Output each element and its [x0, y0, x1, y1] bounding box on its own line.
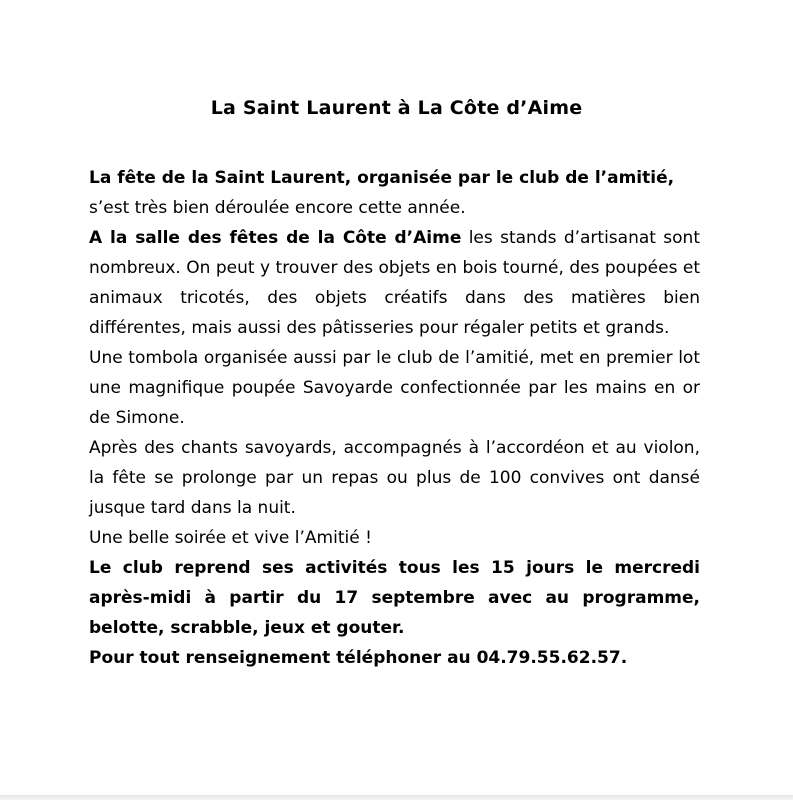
paragraph-closing: Une belle soirée et vive l’Amitié ! [89, 528, 372, 548]
paragraph-stands [89, 223, 700, 343]
paragraph-intro [89, 163, 700, 223]
paragraph-evening: Après des chants savoyards, accompagnés à l’accordéon et au violon, la fête se prolonge par un repas ou plus de 100 convives ont dansé jusque tard dans la nuit. [89, 438, 700, 518]
intro-text: s’est très bien déroulée encore cette année. [89, 198, 466, 218]
intro-bold-text: La fête de la Saint Laurent, organisée par le club de l’amitié, [89, 168, 675, 188]
document-body [89, 163, 700, 673]
paragraph-tombola: Une tombola organisée aussi par le club de l’amitié, met en premier lot une magnifique poupée Savoyarde confectionnée par les mains en or de Simone. [89, 348, 700, 428]
page-bottom-edge [0, 795, 793, 800]
stands-bold-text: A la salle des fêtes de la Côte d’Aime [89, 228, 462, 248]
document-title: La Saint Laurent à La Côte d’Aime [210, 97, 583, 119]
paragraph-club-schedule: Le club reprend ses activités tous les 15 jours le mercredi après-midi à partir du 17 septembre avec au programme, belotte, scrabble, jeux et gouter. [89, 558, 700, 638]
paragraph-contact: Pour tout renseignement téléphoner au 04.79.55.62.57. [89, 648, 628, 668]
stands-text: les stands d’artisanat sont nombreux. On peut y trouver des objets en bois tourné, des poupées et animaux tricotés, des objets créatifs dans des matières bien différentes, mais aussi des pâtisseries pour régaler petits et grands. [89, 228, 700, 338]
